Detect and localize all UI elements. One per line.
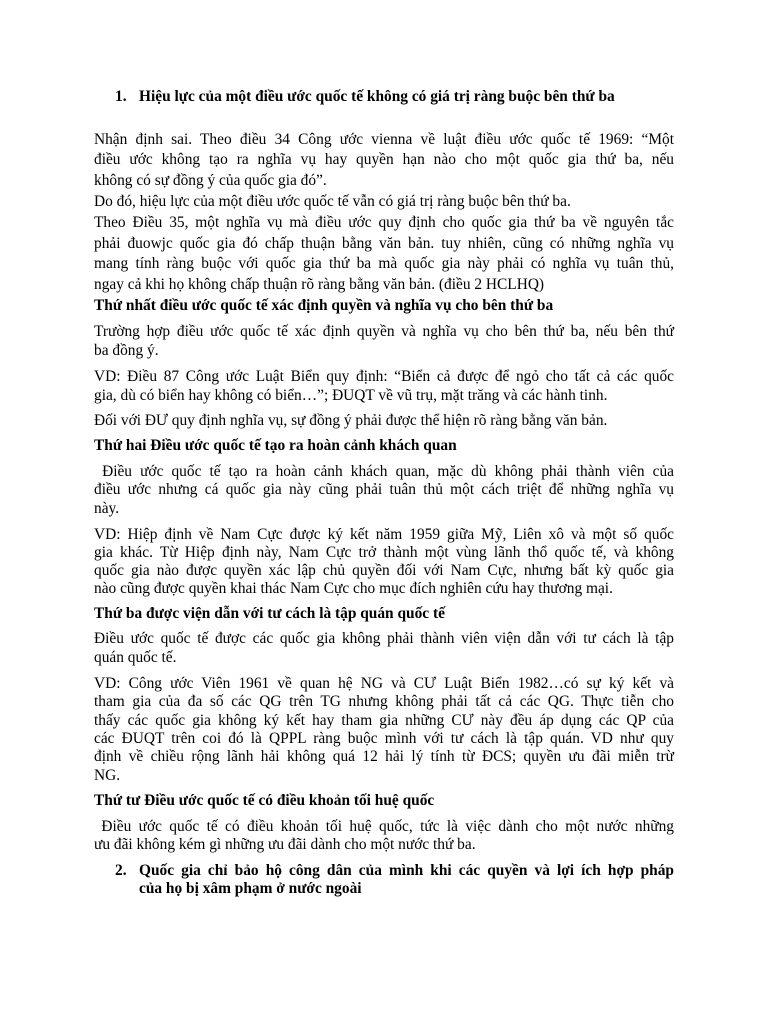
section-3-p2-line-3: thấy các quốc gia không ký kết hay tham gia những CƯ này đều áp dụng các QP của <box>94 712 674 729</box>
intro-line-5: Theo Điều 35, một nghĩa vụ mà điều ước quy định cho quốc gia thứ ba về nguyên tắc <box>94 214 674 231</box>
section-1-p3-line-1: Đối với ĐƯ quy định nghĩa vụ, sự đồng ý phải được thể hiện rõ ràng bằng văn bản. <box>94 412 608 429</box>
section-2-p1-line-1: Điều ước quốc tế tạo ra hoàn cảnh khách quan, mặc dù không phải thành viên của <box>94 463 674 480</box>
intro-line-4: Do đó, hiệu lực của một điều ước quốc tế vẫn có giá trị ràng buộc bên thứ ba. <box>94 193 571 210</box>
intro-line-1: Nhận định sai. Theo điều 34 Công ước vienna về luật điều ước quốc tế 1969: “Một <box>94 131 674 148</box>
section-2-p2-line-1: VD: Hiệp định về Nam Cực được ký kết năm 1959 giữa Mỹ, Liên xô và một số quốc <box>94 526 674 543</box>
section-1-p2-line-2: gia, dù có biển hay không có biển…”; ĐUQT về vũ trụ, mặt trăng và các hành tinh. <box>94 387 608 404</box>
section-4-title: Thứ tư Điều ước quốc tế có điều khoản tối huệ quốc <box>94 792 435 809</box>
intro-line-2: điều ước không tạo ra nghĩa vụ hay quyền hạn nào cho một quốc gia thứ ba, nếu <box>94 151 674 168</box>
heading-2-line-2: của họ bị xâm phạm ở nước ngoài <box>139 880 362 897</box>
section-1-title: Thứ nhất điều ước quốc tế xác định quyền và nghĩa vụ cho bên thứ ba <box>94 297 554 314</box>
section-4-p1-line-1: Điều ước quốc tế có điều khoản tối huệ quốc, tức là việc dành cho một nước những <box>94 818 674 835</box>
section-3-p2-line-4: các ĐUQT trên coi đó là QPPL ràng buộc mình với tư cách là tập quán. VD như quy <box>94 730 674 747</box>
heading-2-number: 2. <box>115 862 127 879</box>
section-1-p1-line-2: ba đồng ý. <box>94 342 159 359</box>
section-3-p1-line-2: quán quốc tế. <box>94 649 177 666</box>
intro-line-6: phải đuowjc quốc gia đó chấp thuận bằng văn bản. tuy nhiên, cũng có những nghĩa vụ <box>94 235 674 252</box>
section-3-p1-line-1: Điều ước quốc tế được các quốc gia không phải thành viên viện dẫn với tư cách là tập <box>94 630 674 647</box>
section-2-title: Thứ hai Điều ước quốc tế tạo ra hoàn cảnh khách quan <box>94 437 457 454</box>
intro-line-8: ngay cả khi họ không chấp thuận rõ ràng bằng văn bản. (điều 2 HCLHQ) <box>94 276 545 293</box>
intro-line-3: không có sự đồng ý của quốc gia đó”. <box>94 172 327 189</box>
section-3-p2-line-6: NG. <box>94 767 121 784</box>
section-1-p2-line-1: VD: Điều 87 Công ước Luật Biển quy định: “Biển cả được để ngỏ cho tất cả các quốc <box>94 368 674 385</box>
section-2-p1-line-3: này. <box>94 500 120 517</box>
section-2-p1-line-2: điều ước nhưng cá quốc gia này cũng phải tuân thủ một cách triệt để những nghĩa vụ <box>94 481 674 498</box>
section-2-p2-line-2: gia khác. Từ Hiệp định này, Nam Cực trở thành một vùng lãnh thổ quốc tế, và không <box>94 544 674 561</box>
section-3-title: Thứ ba được viện dẫn với tư cách là tập quán quốc tế <box>94 605 445 622</box>
heading-2-line-1: Quốc gia chỉ bảo hộ công dân của mình khi các quyền và lợi ích hợp pháp <box>139 862 674 879</box>
section-1-p1-line-1: Trường hợp điều ước quốc tế xác định quyền và nghĩa vụ cho bên thứ ba, nếu bên thứ <box>94 323 674 340</box>
section-3-p2-line-5: định về chiều rộng lãnh hải không quá 12 hải lý tính từ ĐCS; quyền ưu đãi miễn trừ <box>94 748 674 765</box>
section-3-p2-line-1: VD: Công ước Viên 1961 về quan hệ NG và CƯ Luật Biển 1982…có sự ký kết và <box>94 675 674 692</box>
section-2-p2-line-3: quốc gia nào được quyền xác lập chủ quyền đối với Nam Cực, nhưng bất kỳ quốc gia <box>94 562 674 579</box>
intro-line-7: mang tính ràng buộc với quốc gia thứ ba mà quốc gia này phải có nghĩa vụ tuân thủ, <box>94 255 674 272</box>
section-2-p2-line-4: nào cũng được quyền khai thác Nam Cực cho mục đích nghiên cứu hay thương mại. <box>94 580 613 597</box>
section-4-p1-line-2: ưu đãi không kém gì những ưu đãi dành cho một nước thứ ba. <box>94 836 476 853</box>
section-3-p2-line-2: tham gia của đa số các QG trên TG nhưng không phải tất cả các QG. Thực tiễn cho <box>94 693 674 710</box>
heading-1-number: 1. <box>115 88 127 105</box>
heading-1: Hiệu lực của một điều ước quốc tế không có giá trị ràng buộc bên thứ ba <box>139 88 615 105</box>
